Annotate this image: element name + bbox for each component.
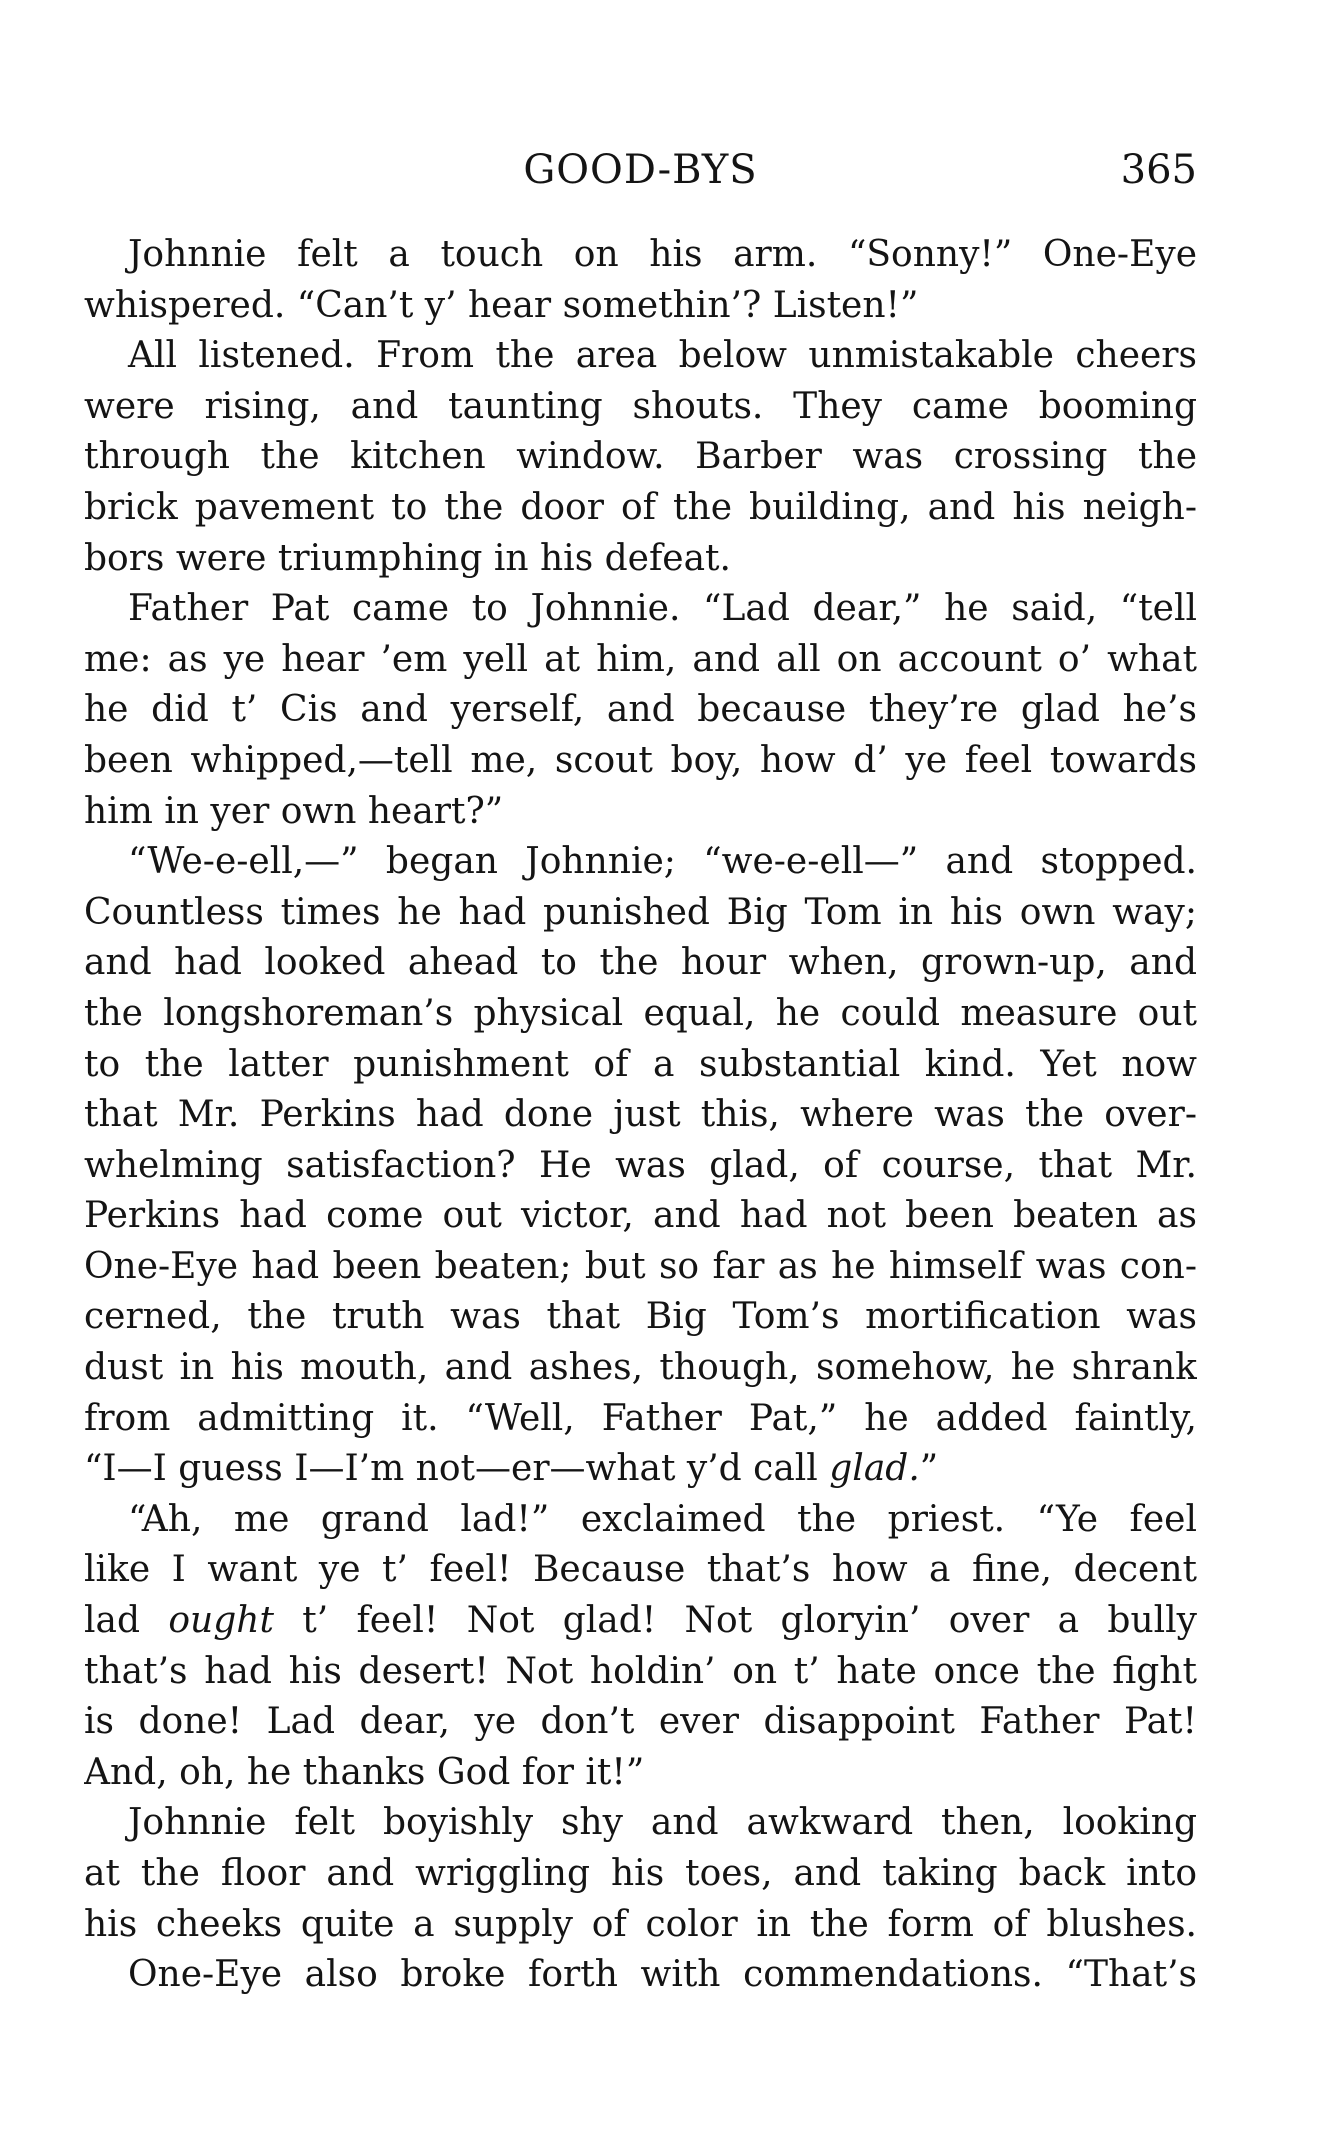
text-run: and had looked ahead to the hour when, grown-up, and [84,942,1197,984]
text-line [84,483,1197,534]
text-line [84,1900,1197,1951]
text-line [84,938,1197,989]
text-line [84,1697,1197,1748]
text-run: him in yer own heart?” [84,790,504,832]
text-line [84,1444,1197,1495]
text-run: me: as ye hear ’em yell at him, and all on account o’ what [84,638,1197,680]
text-run: at the floor and wriggling his toes, and taking back into [84,1853,1197,1894]
text-run: through the kitchen window. Barber was crossing the [84,436,1197,478]
text-run: been whipped,—tell me, scout boy, how d’ ye feel towards [84,739,1197,781]
text-run: Johnnie felt boyishly shy and awkward then, looking [128,1802,1197,1844]
text-line [84,1545,1197,1596]
text-line [84,1495,1197,1546]
text-line [84,1748,1197,1799]
text-line [84,685,1197,736]
text-run: whelming satisfaction? He was glad, of course, that Mr. [84,1144,1197,1186]
text-run: cerned, the truth was that Big Tom’s mortification was [84,1296,1197,1338]
text-line [84,281,1197,332]
text-line [84,1191,1197,1242]
text-line [84,534,1197,585]
text-run: Countless times he had punished Big Tom in his own way; [84,891,1197,933]
text-run: were rising, and taunting shouts. They came booming [84,385,1197,427]
text-run: “We-e-ell,—” began Johnnie; “we-e-ell—” and stopped. [128,841,1197,883]
text-run: brick pavement to the door of the building, and his neigh- [84,486,1197,528]
text-line [84,1292,1197,1343]
italic-run: ought [168,1600,274,1642]
text-line [84,1798,1197,1849]
text-run: lad [84,1600,169,1642]
text-run: is done! Lad dear, ye don’t ever disappoint Father Pat! [84,1701,1197,1743]
italic-run: glad. [829,1448,920,1490]
text-run: ” [919,1448,939,1490]
text-run: like I want ye t’ feel! Because that’s how a fine, decent [84,1549,1197,1591]
running-head [84,140,1197,200]
text-line [84,1040,1197,1091]
text-line [84,635,1197,686]
running-head-title: GOOD-BYS [523,147,758,193]
text-line [84,837,1197,888]
text-run: “Ah, me grand lad!” exclaimed the priest. “Ye feel [128,1498,1197,1540]
text-run: the longshoreman’s physical equal, he could measure out [84,992,1197,1034]
text-run: All listened. From the area below unmistakable cheers [128,335,1197,377]
text-line [84,1647,1197,1698]
text-line [84,382,1197,433]
text-run: to the latter punishment of a substantial kind. Yet now [84,1043,1197,1085]
text-run: that Mr. Perkins had done just this, where was the over- [84,1094,1197,1136]
text-line [84,331,1197,382]
text-line [84,1394,1197,1445]
text-run: “I—I guess I—I’m not—er—what y’d call [84,1448,830,1490]
text-line [84,1343,1197,1394]
body-text [84,230,1197,2001]
text-line [84,230,1197,281]
text-run: One-Eye had been beaten; but so far as he himself was con- [84,1245,1197,1287]
text-line [84,584,1197,635]
text-line [84,989,1197,1040]
text-run: Perkins had come out victor, and had not been beaten as [84,1195,1197,1237]
text-line [84,1242,1197,1293]
text-run: And, oh, he thanks God for it!” [84,1751,645,1793]
text-line [84,1090,1197,1141]
text-run: from admitting it. “Well, Father Pat,” he added faintly, [84,1397,1197,1439]
text-run: his cheeks quite a supply of color in the form of blushes. [84,1903,1197,1945]
text-line [84,1849,1197,1900]
text-line [84,787,1197,838]
page-number: 365 [1120,147,1197,193]
text-line [84,432,1197,483]
text-run: that’s had his desert! Not holdin’ on t’ hate once the fight [84,1650,1197,1692]
text-run: he did t’ Cis and yerself, and because they’re glad he’s [84,689,1197,731]
text-line [84,1596,1197,1647]
text-line [84,888,1197,939]
text-line [84,1950,1197,2001]
text-line [84,1141,1197,1192]
text-run: bors were triumphing in his defeat. [84,537,731,579]
text-run: One-Eye also broke forth with commendations. “That’s [128,1954,1197,1996]
text-run: Father Pat came to Johnnie. “Lad dear,” he said, “tell [128,588,1197,630]
text-run: t’ feel! Not glad! Not gloryin’ over a bully [273,1600,1197,1642]
text-run: Johnnie felt a touch on his arm. “Sonny!” One-Eye [128,234,1197,275]
text-line [84,736,1197,787]
text-run: dust in his mouth, and ashes, though, somehow, he shrank [84,1347,1197,1389]
text-run: whispered. “Can’t y’ hear somethin’? Listen!” [84,284,919,326]
